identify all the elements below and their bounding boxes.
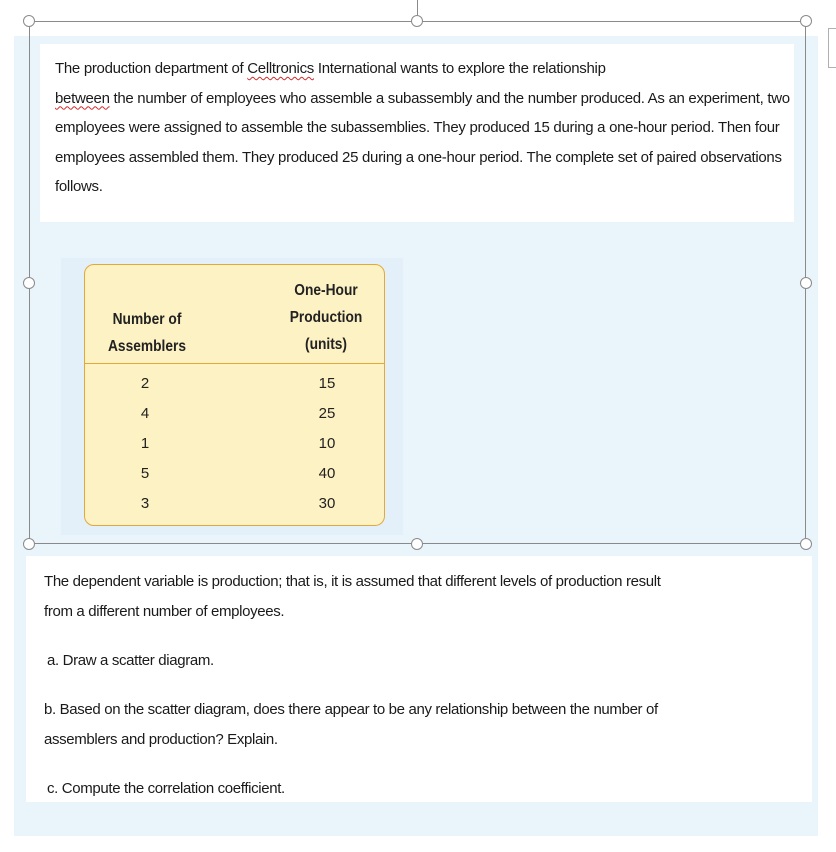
cell-production: 40 — [318, 465, 336, 482]
cell-assemblers: 3 — [140, 495, 150, 512]
cell-production: 25 — [318, 405, 336, 422]
resize-handle-middle-right[interactable] — [800, 277, 812, 289]
side-panel-tab[interactable] — [828, 28, 836, 68]
question-a: a. Draw a scatter diagram. — [47, 652, 214, 669]
cell-assemblers: 2 — [140, 375, 150, 392]
rotate-stem — [417, 0, 418, 16]
resize-handle-bottom-center[interactable] — [411, 538, 423, 550]
spellcheck-word-celltronics[interactable]: Celltronics — [247, 60, 314, 77]
header-text: Assemblers — [107, 338, 187, 355]
cell-production: 15 — [318, 375, 336, 392]
resize-handle-top-right[interactable] — [800, 15, 812, 27]
resize-handle-middle-left[interactable] — [23, 277, 35, 289]
header-text: (units) — [304, 336, 348, 353]
header-text: Production — [289, 309, 363, 326]
cell-production: 10 — [318, 435, 336, 452]
cell-assemblers: 5 — [140, 465, 150, 482]
spellcheck-word-between[interactable]: between — [55, 89, 110, 107]
question-c: c. Compute the correlation coefficient. — [47, 780, 285, 797]
intro-text-part: The production department of — [55, 60, 248, 77]
selection-frame[interactable] — [29, 21, 806, 544]
cell-production: 30 — [318, 495, 336, 512]
dependent-variable-line-1: The dependent variable is production; that is, it is assumed that different levels of production result — [44, 573, 661, 590]
resize-handle-bottom-right[interactable] — [800, 538, 812, 550]
resize-handle-bottom-left[interactable] — [23, 538, 35, 550]
header-text: One-Hour — [294, 282, 358, 299]
question-b-line-2: assemblers and production? Explain. — [44, 731, 278, 748]
intro-text-part: the number of employees who assemble a subassembly and the number produced. As an experiment, two employees were assigned to assemble the subassemblies. They produced 15 during a one-hour period. Then four employees assembled them. They produced 25 during a one-hour period. The complete set of paired observations follows. — [55, 89, 790, 195]
header-text: Number of — [112, 311, 182, 328]
resize-handle-top-left[interactable] — [23, 15, 35, 27]
cell-assemblers: 4 — [140, 405, 150, 422]
question-b-line-1: b. Based on the scatter diagram, does there appear to be any relationship between the number of — [44, 701, 658, 718]
resize-handle-top-center[interactable] — [411, 15, 423, 27]
intro-text-part: International wants to explore the relationship — [314, 60, 606, 77]
dependent-variable-line-2: from a different number of employees. — [44, 603, 285, 620]
cell-assemblers: 1 — [140, 435, 150, 452]
